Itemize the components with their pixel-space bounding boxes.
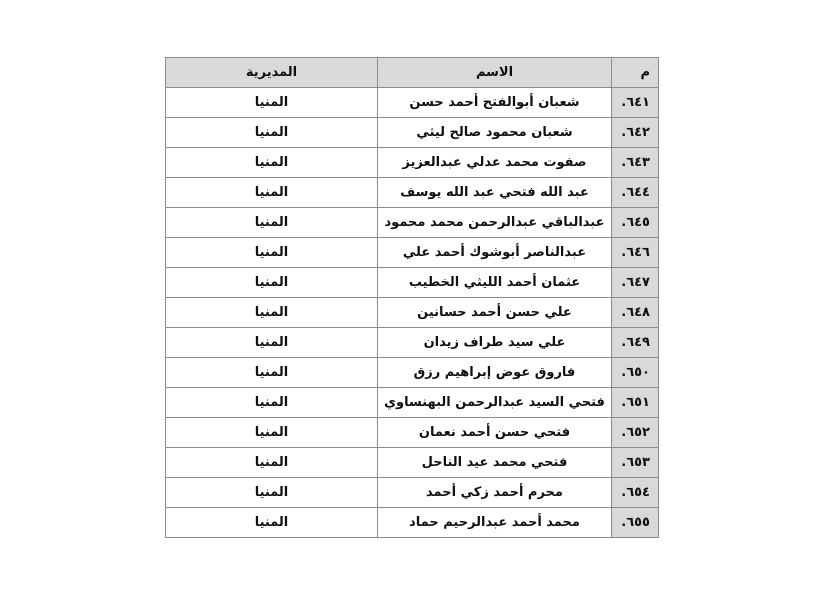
row-number: ٦٤٥. — [612, 208, 659, 238]
row-directorate: المنيا — [166, 238, 378, 268]
row-name: علي حسن أحمد حسانين — [378, 298, 612, 328]
row-directorate: المنيا — [166, 478, 378, 508]
row-directorate: المنيا — [166, 118, 378, 148]
table-row — [166, 448, 659, 478]
row-number: ٦٤١. — [612, 88, 659, 118]
table-row — [166, 88, 659, 118]
row-number: ٦٥٥. — [612, 508, 659, 538]
row-number: ٦٤٣. — [612, 148, 659, 178]
table-row — [166, 508, 659, 538]
table-row — [166, 388, 659, 418]
table-row — [166, 118, 659, 148]
row-name: عبدالباقي عبدالرحمن محمد محمود — [378, 208, 612, 238]
row-number: ٦٥٢. — [612, 418, 659, 448]
row-number: ٦٥٣. — [612, 448, 659, 478]
table-row — [166, 298, 659, 328]
row-name: فتحي محمد عيد الناحل — [378, 448, 612, 478]
row-number: ٦٤٨. — [612, 298, 659, 328]
row-number: ٦٤٢. — [612, 118, 659, 148]
table-header-row — [166, 58, 659, 88]
table-row — [166, 358, 659, 388]
row-directorate: المنيا — [166, 418, 378, 448]
header-number: م — [612, 58, 659, 88]
table-row — [166, 328, 659, 358]
row-name: صفوت محمد عدلي عبدالعزيز — [378, 148, 612, 178]
row-number: ٦٥٠. — [612, 358, 659, 388]
header-name: الاسم — [378, 58, 612, 88]
table-body — [166, 88, 659, 538]
table-row — [166, 478, 659, 508]
row-name: محرم أحمد زكي أحمد — [378, 478, 612, 508]
row-directorate: المنيا — [166, 88, 378, 118]
row-name: فاروق عوض إبراهيم رزق — [378, 358, 612, 388]
row-number: ٦٤٤. — [612, 178, 659, 208]
row-name: محمد أحمد عبدالرحيم حماد — [378, 508, 612, 538]
row-directorate: المنيا — [166, 298, 378, 328]
row-directorate: المنيا — [166, 508, 378, 538]
table-row — [166, 208, 659, 238]
table-row — [166, 418, 659, 448]
row-name: فتحي حسن أحمد نعمان — [378, 418, 612, 448]
row-name: شعبان محمود صالح ليثي — [378, 118, 612, 148]
table-row — [166, 238, 659, 268]
table-row — [166, 178, 659, 208]
header-directorate: المديرية — [166, 58, 378, 88]
row-name: شعبان أبوالفتح أحمد حسن — [378, 88, 612, 118]
row-name: فتحي السيد عبدالرحمن البهنساوي — [378, 388, 612, 418]
row-number: ٦٤٦. — [612, 238, 659, 268]
row-number: ٦٥١. — [612, 388, 659, 418]
row-directorate: المنيا — [166, 358, 378, 388]
row-name: عثمان أحمد الليثي الخطيب — [378, 268, 612, 298]
row-name: علي سيد طراف زيدان — [378, 328, 612, 358]
row-directorate: المنيا — [166, 388, 378, 418]
row-number: ٦٥٤. — [612, 478, 659, 508]
row-directorate: المنيا — [166, 208, 378, 238]
row-number: ٦٤٩. — [612, 328, 659, 358]
row-name: عبدالناصر أبوشوك أحمد علي — [378, 238, 612, 268]
names-table — [165, 57, 659, 538]
row-directorate: المنيا — [166, 448, 378, 478]
table-row — [166, 148, 659, 178]
table-row — [166, 268, 659, 298]
row-directorate: المنيا — [166, 328, 378, 358]
row-directorate: المنيا — [166, 268, 378, 298]
row-directorate: المنيا — [166, 178, 378, 208]
row-directorate: المنيا — [166, 148, 378, 178]
row-number: ٦٤٧. — [612, 268, 659, 298]
row-name: عبد الله فتحي عبد الله يوسف — [378, 178, 612, 208]
